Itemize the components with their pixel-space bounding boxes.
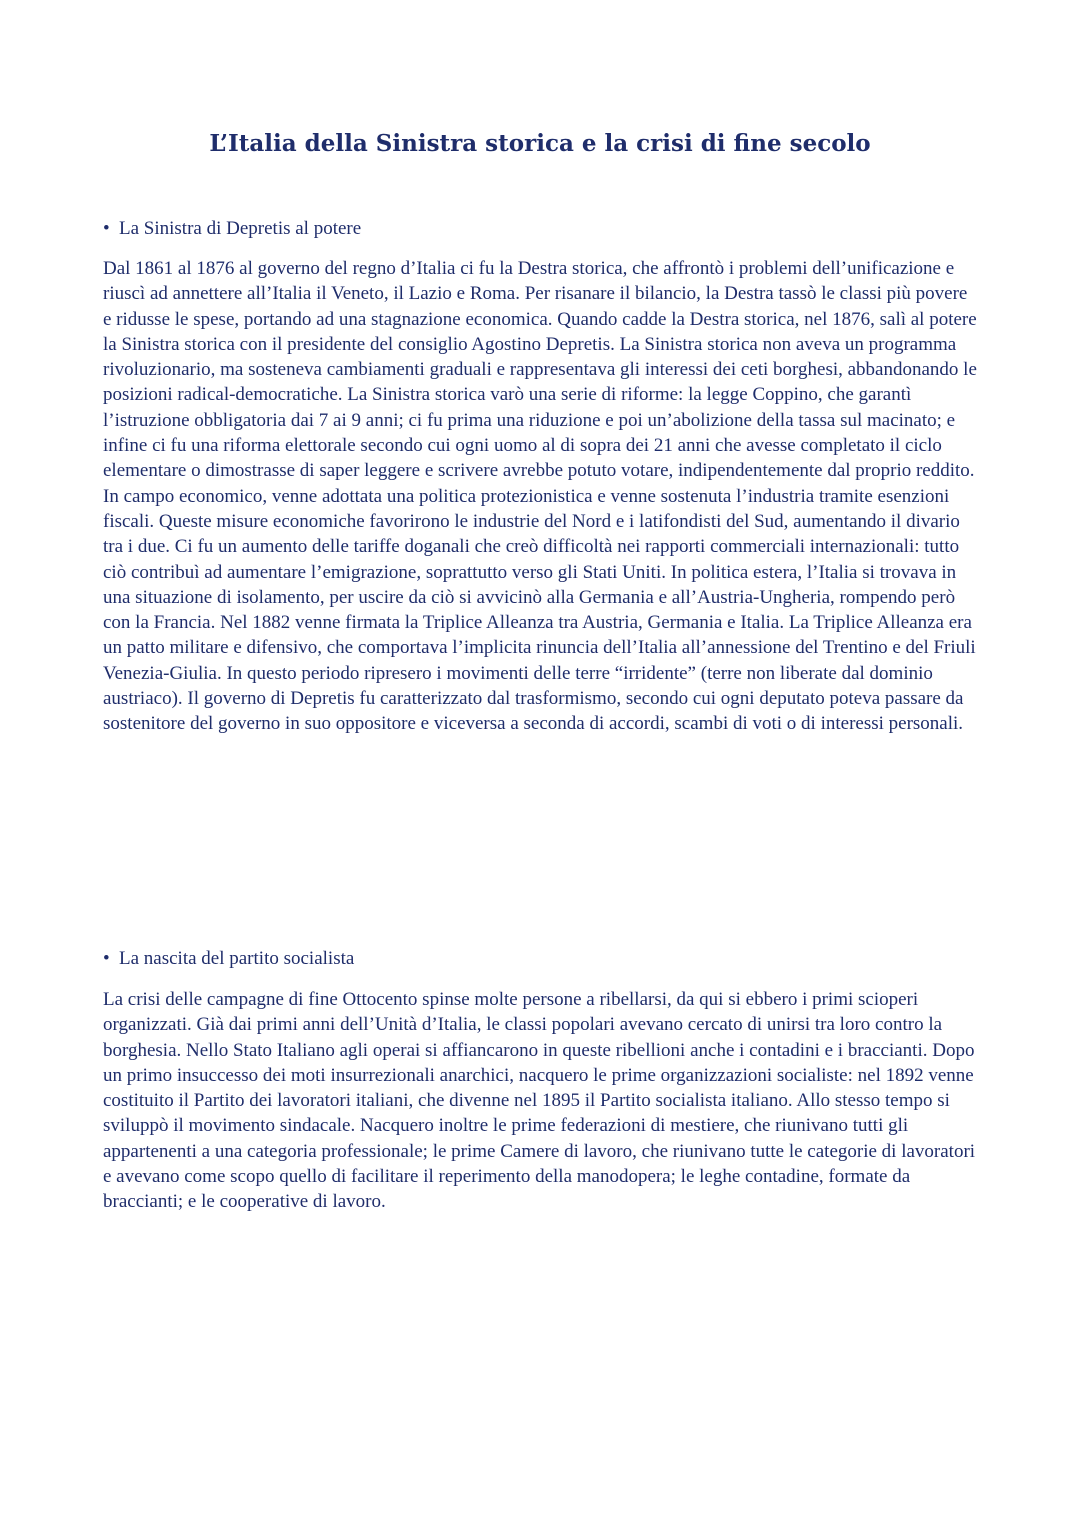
- section-heading-socialista: [103, 946, 354, 972]
- document-title: L’Italia della Sinistra storica e la crisi di fine secolo: [209, 130, 871, 157]
- section-heading-text: La Sinistra di Depretis al potere: [119, 218, 362, 239]
- section-body-socialista: La crisi delle campagne di fine Ottocento spinse molte persone a ribellarsi, da qui si ebbero i primi scioperi organizzati. Già dai primi anni dell’Unità d’Italia, le classi popolari avevano cercato di unirsi tra loro contro la borghesia. Nello Stato Italiano agli operai si affiancarono in queste ribellioni anche i contadini e i braccianti. Dopo un primo insuccesso dei moti insurrezionali anarchici, nacquero le prime organizzazioni socialiste: nel 1892 venne costituito il Partito dei lavoratori italiani, che divenne nel 1895 il Partito socialista italiano. Allo stesso tempo si sviluppò il movimento sindacale. Nacquero inoltre le prime federazioni di mestiere, che riunivano tutti gli appartenenti a una categoria professionale; le prime Camere di lavoro, che riunivano tutte le categorie di lavoratori e avevano come scopo quello di facilitare il reperimento della manodopera; le leghe contadine, formate da braccianti; e le cooperative di lavoro.: [103, 989, 976, 1213]
- section-heading-text: La nascita del partito socialista: [119, 948, 355, 969]
- section-body-sinistra: Dal 1861 al 1876 al governo del regno d’Italia ci fu la Destra storica, che affrontò i problemi dell’unificazione e riuscì ad annettere all’Italia il Veneto, il Lazio e Roma. Per risanare il bilancio, la Destra tassò le classi più povere e ridusse le spese, portando ad una stagnazione economica. Quando cadde la Destra storica, nel 1876, salì al potere la Sinistra storica con il presidente del consiglio Agostino Depretis. La Sinistra storica non aveva un programma rivoluzionario, ma sosteneva cambiamenti graduali e rappresentava gli interessi dei ceti borghesi, abbandonando le posizioni radical-democratiche. La Sinistra storica varò una serie di riforme: la legge Coppino, che garantì l’istruzione obbligatoria dai 7 ai 9 anni; ci fu prima una riduzione e poi un’abolizione della tassa sul macinato; e infine ci fu una riforma elettorale secondo cui ogni uomo al di sopra dei 21 anni che avesse completato il ciclo elementare o dimostrasse di saper leggere e scrivere avrebbe potuto votare, indipendentemente dal proprio reddito. In campo economico, venne adottata una politica protezionistica e venne sostenuta l’industria tramite esenzioni fiscali. Queste misure economiche favorirono le industrie del Nord e i latifondisti del Sud, aumentando il divario tra i due. Ci fu un aumento delle tariffe doganali che creò difficoltà nei rapporti commerciali internazionali: tutto ciò contribuì ad aumentare l’emigrazione, soprattutto verso gli Stati Uniti. In politica estera, l’Italia si trovava in una situazione di isolamento, per uscire da ciò si avvicinò alla Germania e all’Austria-Ungheria, rompendo però con la Francia. Nel 1882 venne firmata la Triplice Alleanza tra Austria, Germania e Italia. La Triplice Alleanza era un patto militare e difensivo, che comportava l’implicita rinuncia dell’Italia all’annessione del Trentino e del Friuli Venezia-Giulia. In questo periodo ripresero i movimenti delle terre “irridente” (terre non liberate dal dominio austriaco). Il governo di Depretis fu caratterizzato dal trasformismo, secondo cui ogni deputato poteva passare da sostenitore del governo in suo oppositore e viceversa a seconda di accordi, scambi di voti o di interessi personali.: [103, 258, 977, 735]
- bullet-icon: •: [103, 218, 110, 239]
- section-heading-sinistra: [103, 216, 361, 242]
- bullet-icon: •: [103, 948, 110, 969]
